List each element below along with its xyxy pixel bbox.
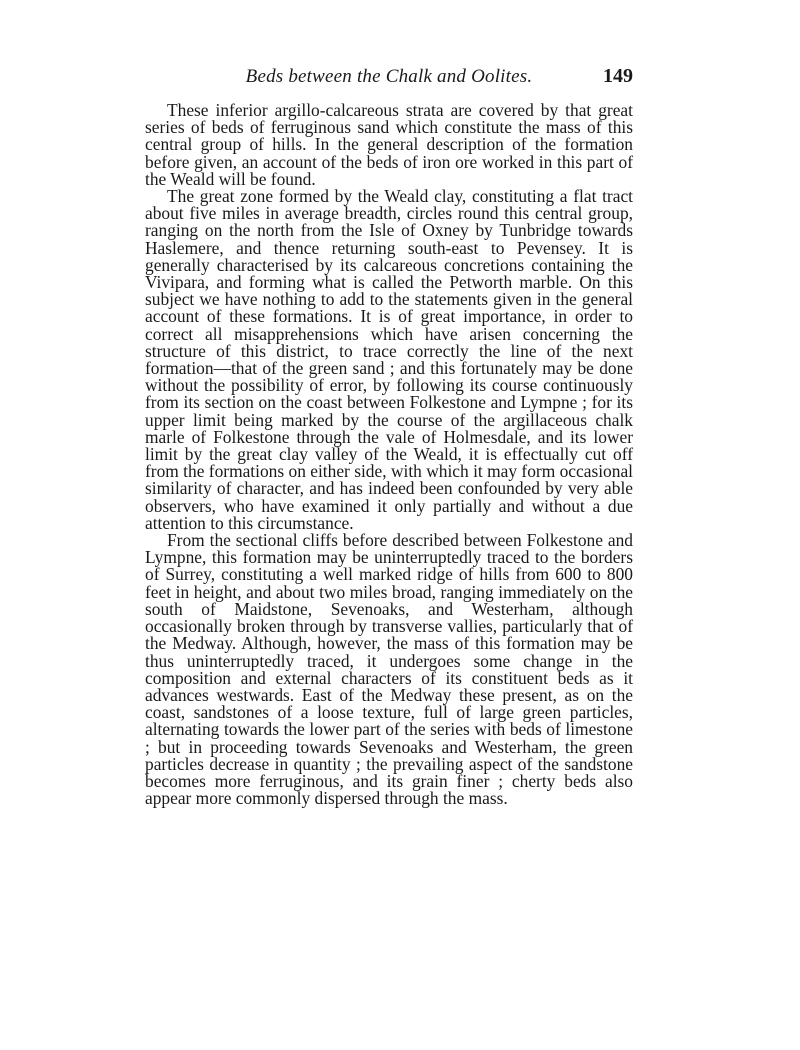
running-head: Beds between the Chalk and Oolites. bbox=[245, 66, 533, 87]
body-text bbox=[145, 102, 633, 807]
paragraph: These inferior argillo-calcareous strata are covered by that great series of beds of ferruginous sand which constitute the mass of this central group of hills. In the general description of the formation before given, an account of the beds of iron ore worked in this part of the Weald will be found. bbox=[145, 100, 633, 189]
paragraph: From the sectional cliffs before described between Folkestone and Lympne, this formation may be uninterruptedly traced to the borders of Surrey, constituting a well marked ridge of hills from 600 to 800 feet in height, and about two miles broad, ranging immediately on the south of Maidstone, Sevenoaks, and Westerham, although occasionally broken through by transverse vallies, particularly that of the Medway. Although, however, the mass of this formation may be thus uninterruptedly traced, it undergoes some change in the composition and external characters of its constituent beds as it advances westwards. East of the Medway these present, as on the coast, sandstones of a loose texture, full of large green particles, alternating towards the lower part of the series with beds of limestone ; but in proceeding towards Sevenoaks and Westerham, the green particles decrease in quantity ; the prevailing aspect of the sandstone becomes more ferruginous, and its grain finer ; cherty beds also appear more commonly dispersed through the mass. bbox=[145, 530, 633, 809]
page-number: 149 bbox=[603, 65, 633, 87]
page-header bbox=[145, 66, 633, 92]
paragraph: The great zone formed by the Weald clay, constituting a flat tract about five miles in average breadth, circles round this central group, ranging on the north from the Isle of Oxney by Tunbridge towards Haslemere, and thence returning south-east to Pevensey. It is generally characterised by its calcareous concretions containing the Vivipara, and forming what is called the Petworth marble. On this subject we have nothing to add to the statements given in the general account of these formations. It is of great importance, in order to correct all misapprehensions which have arisen concerning the structure of this district, to trace correctly the line of the next formation—that of the green sand ; and this fortunately may be done without the possibility of error, by following its course continuously from its section on the coast between Folkestone and Lympne ; for its upper limit being marked by the course of the argillaceous chalk marle of Folkestone through the vale of Holmesdale, and its lower limit by the great clay valley of the Weald, it is effectually cut off from the formations on either side, with which it may form occasional similarity of character, and has indeed been confounded by very able observers, who have examined it only partially and without a due attention to this circumstance. bbox=[145, 186, 633, 533]
